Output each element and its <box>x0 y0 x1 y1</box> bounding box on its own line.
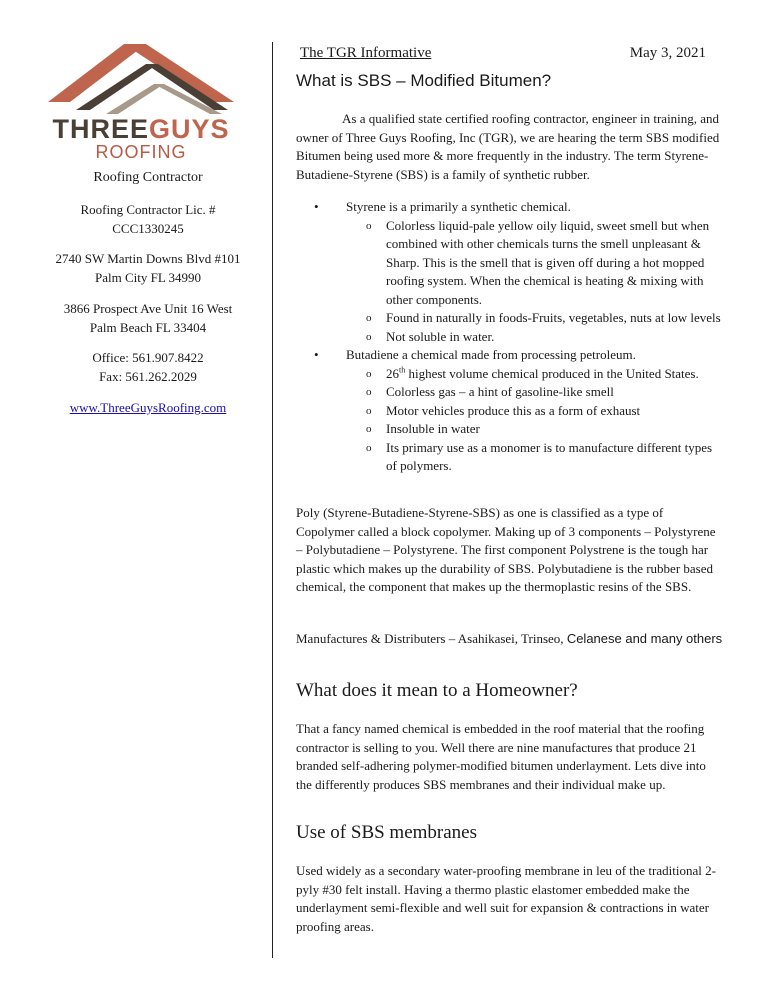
list-item: o Motor vehicles produce this as a form of exhaust <box>296 402 726 421</box>
license-number: CCC1330245 <box>112 221 184 236</box>
membranes-paragraph: Used widely as a secondary water-proofing membrane in leu of the traditional 2-pyly #30 felt install. Having a thermo plastic elastomer embedded make the underlayment semi-flexible and well suit for expansion & contractions in water proofing areas. <box>296 863 716 934</box>
publication-date: May 3, 2021 <box>629 45 706 61</box>
manufacturers-line: Manufactures & Distributers – Asahikasei, Trinseo, Celanese and many others <box>296 631 723 646</box>
membranes-heading: Use of SBS membranes <box>296 822 478 843</box>
list-item: o Colorless liquid-pale yellow oily liquid, sweet smell but when combined with other chemicals turns the smell unpleasant & Sharp. This is the smell that is given off during a hot mopped roofing system. When the chemical is heating & mixing with other components. <box>296 217 726 310</box>
list-item: • Butadiene a chemical made from processing petroleum. <box>296 346 726 365</box>
contact-block <box>0 348 296 386</box>
publication-name: The TGR Informative <box>300 45 432 61</box>
column-divider <box>272 42 273 958</box>
list-item: o Colorless gas – a hint of gasoline-like smell <box>296 383 726 402</box>
list-item: • Styrene is a primarily a synthetic chemical. <box>296 198 726 217</box>
website-link[interactable]: www.ThreeGuysRoofing.com <box>69 400 227 415</box>
list-item: o 26th highest volume chemical produced in the United States. <box>296 365 726 384</box>
website-row <box>0 398 296 417</box>
address-line: 3866 Prospect Ave Unit 16 West <box>63 301 233 316</box>
logo-subtitle: ROOFING <box>95 142 187 162</box>
license-block <box>0 200 296 238</box>
list-item: o Insoluble in water <box>296 420 726 439</box>
homeowner-paragraph: That a fancy named chemical is embedded in the roof material that the roofing contractor is selling to you. Well there are nine manufactures that produce 21 branded self-adhering polymer-modified bitumen underlayment. Lets dive into the differently produces SBS membranes and their individual make up. <box>296 721 706 792</box>
sidebar <box>0 0 270 1000</box>
intro-paragraph: As a qualified state certified roofing contractor, engineer in training, and owner of Three Guys Roofing, Inc (TGR), we are hearing the term SBS modified Bitumen being used more & more frequently in the industry. The term Styrene-Butadiene-Styrene (SBS) is a family of synthetic rubber. <box>296 111 720 182</box>
address-line: Palm City FL 34990 <box>94 270 202 285</box>
company-logo <box>46 42 236 162</box>
address-line: 2740 SW Martin Downs Blvd #101 <box>55 251 241 266</box>
address-line: Palm Beach FL 33404 <box>89 320 207 335</box>
chemical-list <box>296 198 726 476</box>
address-palm-city <box>0 249 296 287</box>
address-palm-beach <box>0 299 296 337</box>
homeowner-heading: What does it mean to a Homeowner? <box>296 680 578 701</box>
company-tagline: Roofing Contractor <box>93 170 203 185</box>
list-item: o Not soluble in water. <box>296 328 726 347</box>
logo-wordmark: THREEGUYS <box>52 114 230 144</box>
fax-number: Fax: 561.262.2029 <box>99 369 197 384</box>
copolymer-paragraph: Poly (Styrene-Butadiene-Styrene-SBS) as one is classified as a type of Copolymer called a block copolymer. Making up of 3 components – Polystyrene – Polybutadiene – Polystyrene. The first component Polystrene is the tough har plastic which makes up the durability of SBS. Polybutadiene is the rubber based chemical, the component that makes up the thermoplastic resins of the SBS. <box>296 505 716 594</box>
office-phone: Office: 561.907.8422 <box>92 350 204 365</box>
list-item: o Found in naturally in foods-Fruits, vegetables, nuts at low levels <box>296 309 726 328</box>
list-item: o Its primary use as a monomer is to manufacture different types of polymers. <box>296 439 726 476</box>
roof-logo-icon <box>46 42 236 117</box>
article-title: What is SBS – Modified Bitumen? <box>296 71 552 90</box>
license-label: Roofing Contractor Lic. # <box>80 202 216 217</box>
